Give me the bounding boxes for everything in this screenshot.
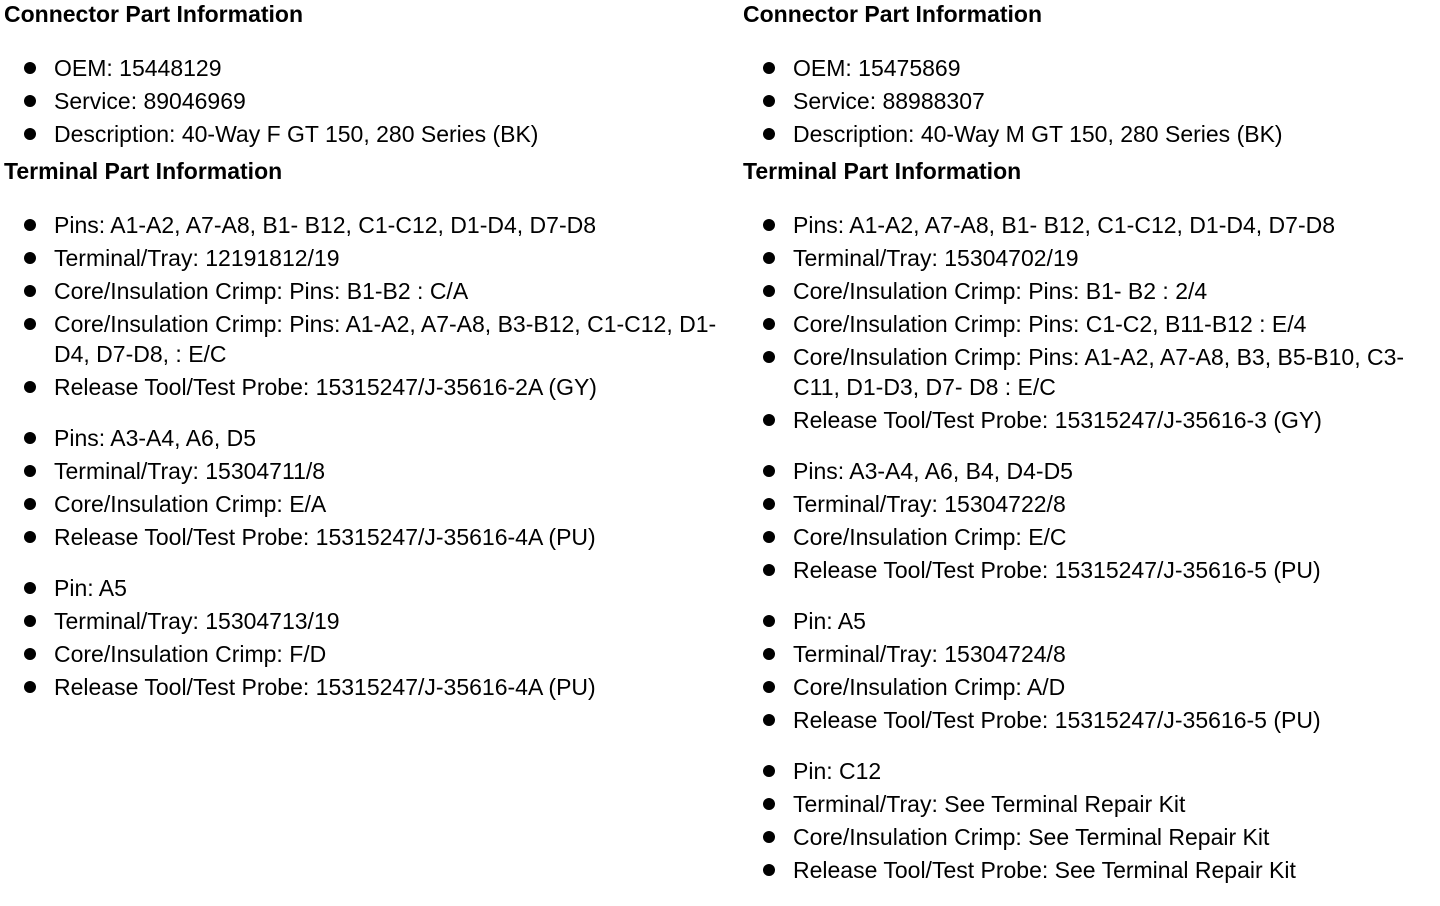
left-connector-column [4,0,734,705]
list-item: Pins: A1-A2, A7-A8, B1- B12, C1-C12, D1-D4, D7-D8 [4,210,734,240]
bullet-icon [24,432,36,444]
list-item: Terminal/Tray: 15304711/8 [4,456,734,486]
connector-list [4,53,734,149]
bullet-icon [763,351,775,363]
bullet-icon [763,465,775,477]
list-item: Pins: A3-A4, A6, D5 [4,423,734,453]
list-item: Core/Insulation Crimp: Pins: C1-C2, B11-B12 : E/4 [743,309,1433,339]
bullet-icon [24,318,36,330]
list-item: Terminal/Tray: 15304713/19 [4,606,734,636]
terminal-group [4,210,734,402]
terminal-group [743,456,1433,585]
list-item: Service: 88988307 [743,86,1433,116]
bullet-icon [24,582,36,594]
list-item: Terminal/Tray: 15304722/8 [743,489,1433,519]
connector-list [743,53,1433,149]
terminal-group [4,573,734,702]
list-item: Pin: C12 [743,756,1433,786]
list-item: Pin: A5 [743,606,1433,636]
list-item: Pins: A1-A2, A7-A8, B1- B12, C1-C12, D1-D4, D7-D8 [743,210,1433,240]
bullet-icon [24,381,36,393]
list-item: Terminal/Tray: 15304724/8 [743,639,1433,669]
bullet-icon [24,648,36,660]
bullet-icon [24,681,36,693]
list-item: Release Tool/Test Probe: 15315247/J-35616-4A (PU) [4,522,734,552]
connector-heading: Connector Part Information [743,1,1043,27]
bullet-icon [763,95,775,107]
list-item: Terminal/Tray: 15304702/19 [743,243,1433,273]
bullet-icon [24,62,36,74]
bullet-icon [763,765,775,777]
list-item: Release Tool/Test Probe: 15315247/J-35616-4A (PU) [4,672,734,702]
bullet-icon [24,498,36,510]
list-item: Release Tool/Test Probe: 15315247/J-35616-3 (GY) [743,405,1433,435]
terminal-group [743,210,1433,435]
bullet-icon [763,62,775,74]
list-item: Core/Insulation Crimp: See Terminal Repair Kit [743,822,1433,852]
bullet-icon [24,219,36,231]
bullet-icon [24,615,36,627]
bullet-icon [763,318,775,330]
bullet-icon [763,681,775,693]
bullet-icon [763,128,775,140]
list-item: Release Tool/Test Probe: 15315247/J-35616-5 (PU) [743,705,1433,735]
list-item: Core/Insulation Crimp: E/A [4,489,734,519]
bullet-icon [763,864,775,876]
bullet-icon [24,95,36,107]
terminal-heading: Terminal Part Information [743,158,1022,184]
terminal-group [743,756,1433,885]
list-item: Description: 40-Way F GT 150, 280 Series (BK) [4,119,734,149]
list-item: Release Tool/Test Probe: See Terminal Repair Kit [743,855,1433,885]
bullet-icon [24,531,36,543]
bullet-icon [763,564,775,576]
bullet-icon [763,714,775,726]
terminal-group [743,606,1433,735]
bullet-icon [763,285,775,297]
list-item: OEM: 15475869 [743,53,1433,83]
list-item: OEM: 15448129 [4,53,734,83]
list-item: Terminal/Tray: See Terminal Repair Kit [743,789,1433,819]
list-item: Pins: A3-A4, A6, B4, D4-D5 [743,456,1433,486]
bullet-icon [763,414,775,426]
list-item: Core/Insulation Crimp: Pins: A1-A2, A7-A8, B3, B5-B10, C3-C11, D1-D3, D7- D8 : E/C [743,342,1433,402]
bullet-icon [24,465,36,477]
list-item: Core/Insulation Crimp: A/D [743,672,1433,702]
list-item: Core/Insulation Crimp: Pins: B1-B2 : C/A [4,276,734,306]
bullet-icon [24,252,36,264]
bullet-icon [763,831,775,843]
bullet-icon [24,128,36,140]
list-item: Release Tool/Test Probe: 15315247/J-35616-2A (GY) [4,372,734,402]
bullet-icon [763,498,775,510]
list-item: Description: 40-Way M GT 150, 280 Series (BK) [743,119,1433,149]
bullet-icon [763,531,775,543]
bullet-icon [763,219,775,231]
list-item: Core/Insulation Crimp: F/D [4,639,734,669]
bullet-icon [763,798,775,810]
list-item: Core/Insulation Crimp: Pins: B1- B2 : 2/4 [743,276,1433,306]
list-item: Pin: A5 [4,573,734,603]
list-item: Service: 89046969 [4,86,734,116]
connector-heading: Connector Part Information [4,1,304,27]
right-connector-column [743,0,1433,888]
list-item: Core/Insulation Crimp: Pins: A1-A2, A7-A8, B3-B12, C1-C12, D1-D4, D7-D8, : E/C [4,309,734,369]
terminal-group [4,423,734,552]
list-item: Terminal/Tray: 12191812/19 [4,243,734,273]
bullet-icon [763,252,775,264]
bullet-icon [763,615,775,627]
list-item: Core/Insulation Crimp: E/C [743,522,1433,552]
terminal-heading: Terminal Part Information [4,158,283,184]
list-item: Release Tool/Test Probe: 15315247/J-35616-5 (PU) [743,555,1433,585]
bullet-icon [24,285,36,297]
bullet-icon [763,648,775,660]
